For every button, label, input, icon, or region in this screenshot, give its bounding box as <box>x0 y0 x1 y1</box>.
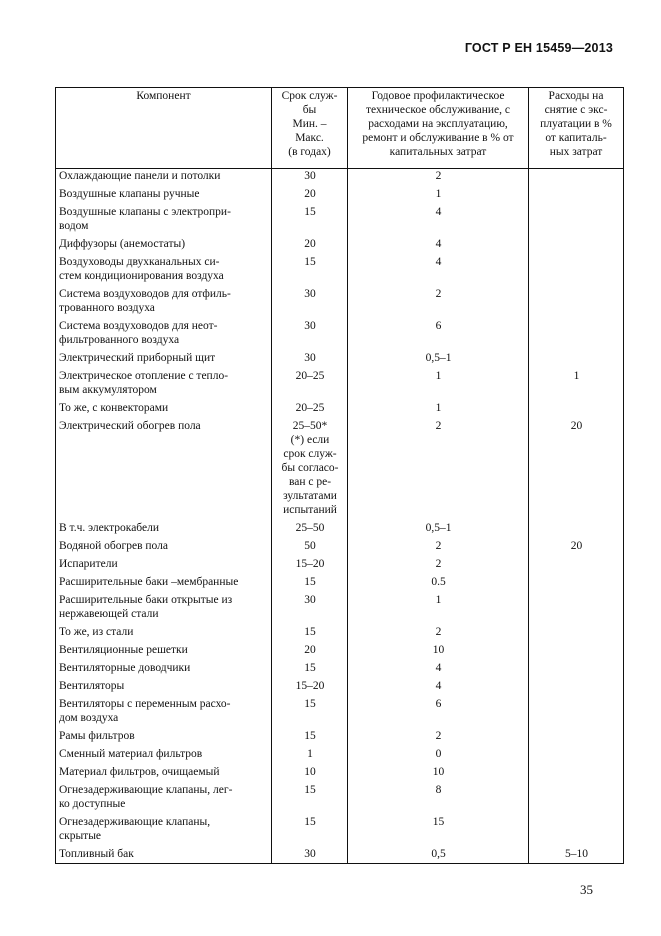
cell-lifetime: 1 <box>272 745 348 763</box>
cell-component: Вентиляторные доводчики <box>56 659 272 677</box>
cell-lifetime: 15 <box>272 573 348 591</box>
cell-lifetime: 20 <box>272 185 348 203</box>
table-row <box>56 399 624 417</box>
cell-maintenance: 6 <box>348 317 529 349</box>
cell-component: Система воздуховодов для отфиль- трованного воздуха <box>56 285 272 317</box>
cell-component: Воздуховоды двухканальных си- стем кондиционирования воздуха <box>56 253 272 285</box>
cell-maintenance: 0.5 <box>348 573 529 591</box>
table-row <box>56 169 624 186</box>
cell-removal <box>529 253 624 285</box>
cell-removal <box>529 555 624 573</box>
cell-component: Электрический приборный щит <box>56 349 272 367</box>
cell-lifetime: 20 <box>272 641 348 659</box>
cell-removal <box>529 695 624 727</box>
cell-component: То же, с конвекторами <box>56 399 272 417</box>
cell-removal <box>529 659 624 677</box>
cell-maintenance: 2 <box>348 285 529 317</box>
table-header-row <box>56 88 624 169</box>
cell-lifetime: 15 <box>272 695 348 727</box>
cell-component: Электрическое отопление с тепло- вым аккумулятором <box>56 367 272 399</box>
cell-lifetime: 25–50 <box>272 519 348 537</box>
cell-removal <box>529 763 624 781</box>
cell-removal <box>529 677 624 695</box>
cell-maintenance: 8 <box>348 781 529 813</box>
cell-lifetime: 30 <box>272 591 348 623</box>
column-header-component: Компонент <box>56 88 272 169</box>
table-row <box>56 781 624 813</box>
cell-component: В т.ч. электрокабели <box>56 519 272 537</box>
column-header-lifetime: Срок служ- бы Мин. – Макс. (в годах) <box>272 88 348 169</box>
column-header-maintenance: Годовое профилактическое техническое обслуживание, с расходами на эксплуатацию, ремонт и обслуживание в % от капитальных затрат <box>348 88 529 169</box>
cell-lifetime: 15 <box>272 659 348 677</box>
cell-component: Топливный бак <box>56 845 272 864</box>
table-row <box>56 203 624 235</box>
cell-removal <box>529 203 624 235</box>
cell-component: Расширительные баки –мембранные <box>56 573 272 591</box>
cell-removal <box>529 573 624 591</box>
table-row <box>56 253 624 285</box>
cell-component: Испарители <box>56 555 272 573</box>
cell-maintenance: 1 <box>348 367 529 399</box>
table-row <box>56 573 624 591</box>
cell-maintenance: 2 <box>348 727 529 745</box>
cell-lifetime: 15 <box>272 253 348 285</box>
cell-lifetime: 15 <box>272 781 348 813</box>
cell-lifetime: 50 <box>272 537 348 555</box>
cell-removal <box>529 349 624 367</box>
table-row <box>56 745 624 763</box>
table-row <box>56 623 624 641</box>
cell-maintenance: 1 <box>348 185 529 203</box>
cell-maintenance: 0,5–1 <box>348 349 529 367</box>
cell-removal <box>529 285 624 317</box>
table-row <box>56 813 624 845</box>
cell-maintenance: 2 <box>348 555 529 573</box>
cell-component: Вентиляционные решетки <box>56 641 272 659</box>
page-number: 35 <box>580 882 593 897</box>
cell-maintenance: 2 <box>348 623 529 641</box>
cell-removal <box>529 169 624 186</box>
table-row <box>56 555 624 573</box>
cell-maintenance: 2 <box>348 417 529 519</box>
table-row <box>56 695 624 727</box>
table-row <box>56 537 624 555</box>
column-header-removal: Расходы на снятие с экс- плуатации в % от капиталь- ных затрат <box>529 88 624 169</box>
cell-removal <box>529 781 624 813</box>
table-row <box>56 677 624 695</box>
cell-removal <box>529 185 624 203</box>
cell-lifetime: 30 <box>272 845 348 864</box>
table-row <box>56 519 624 537</box>
cell-lifetime: 10 <box>272 763 348 781</box>
cell-maintenance: 4 <box>348 677 529 695</box>
table-row <box>56 367 624 399</box>
cell-removal <box>529 641 624 659</box>
cell-removal <box>529 317 624 349</box>
cell-removal <box>529 519 624 537</box>
cell-lifetime: 30 <box>272 317 348 349</box>
cell-lifetime: 15 <box>272 813 348 845</box>
cell-component: Водяной обогрев пола <box>56 537 272 555</box>
cell-lifetime: 30 <box>272 169 348 186</box>
cell-lifetime: 15–20 <box>272 677 348 695</box>
cell-component: Электрический обогрев пола <box>56 417 272 519</box>
cell-lifetime: 15–20 <box>272 555 348 573</box>
table-body <box>56 169 624 864</box>
cell-component: Диффузоры (анемостаты) <box>56 235 272 253</box>
table-row <box>56 349 624 367</box>
cell-component: Расширительные баки открытые из нержавеющей стали <box>56 591 272 623</box>
cell-lifetime: 25–50* (*) если срок служ- бы согласо- ван с ре- зультатами испытаний <box>272 417 348 519</box>
cell-removal: 20 <box>529 537 624 555</box>
cell-maintenance: 4 <box>348 235 529 253</box>
cell-component: Система воздуховодов для неот- фильтрованного воздуха <box>56 317 272 349</box>
cell-lifetime: 30 <box>272 349 348 367</box>
cell-maintenance: 4 <box>348 203 529 235</box>
cell-maintenance: 4 <box>348 253 529 285</box>
cell-lifetime: 15 <box>272 623 348 641</box>
cell-maintenance: 1 <box>348 399 529 417</box>
cell-removal <box>529 745 624 763</box>
cell-component: Вентиляторы с переменным расхо- дом воздуха <box>56 695 272 727</box>
cell-maintenance: 4 <box>348 659 529 677</box>
cell-maintenance: 0 <box>348 745 529 763</box>
table-row <box>56 659 624 677</box>
cell-component: Вентиляторы <box>56 677 272 695</box>
cell-maintenance: 2 <box>348 537 529 555</box>
cell-component: Охлаждающие панели и потолки <box>56 169 272 186</box>
table-row <box>56 317 624 349</box>
table-row <box>56 641 624 659</box>
table-row <box>56 763 624 781</box>
cell-removal <box>529 591 624 623</box>
cell-lifetime: 30 <box>272 285 348 317</box>
cell-component: Огнезадерживающие клапаны, скрытые <box>56 813 272 845</box>
standard-designation: ГОСТ Р ЕН 15459—2013 <box>464 41 613 55</box>
cell-lifetime: 20–25 <box>272 367 348 399</box>
table-row <box>56 417 624 519</box>
cell-removal <box>529 623 624 641</box>
cell-component: Воздушные клапаны с электропри- водом <box>56 203 272 235</box>
cell-maintenance: 1 <box>348 591 529 623</box>
cell-component: То же, из стали <box>56 623 272 641</box>
table-row <box>56 285 624 317</box>
table-row <box>56 727 624 745</box>
cell-component: Рамы фильтров <box>56 727 272 745</box>
cell-maintenance: 6 <box>348 695 529 727</box>
cell-maintenance: 2 <box>348 169 529 186</box>
cell-maintenance: 15 <box>348 813 529 845</box>
cell-lifetime: 15 <box>272 203 348 235</box>
cell-component: Сменный материал фильтров <box>56 745 272 763</box>
cell-maintenance: 10 <box>348 641 529 659</box>
table-row <box>56 235 624 253</box>
table-row <box>56 185 624 203</box>
cell-removal: 5–10 <box>529 845 624 864</box>
cell-removal <box>529 727 624 745</box>
cell-removal <box>529 399 624 417</box>
cell-lifetime: 20 <box>272 235 348 253</box>
cell-removal <box>529 235 624 253</box>
cell-component: Огнезадерживающие клапаны, лег- ко доступные <box>56 781 272 813</box>
cell-removal: 20 <box>529 417 624 519</box>
cell-maintenance: 0,5 <box>348 845 529 864</box>
table-row <box>56 591 624 623</box>
table-row <box>56 845 624 864</box>
cell-maintenance: 0,5–1 <box>348 519 529 537</box>
components-table <box>55 87 624 864</box>
cell-removal: 1 <box>529 367 624 399</box>
cell-removal <box>529 813 624 845</box>
cell-lifetime: 15 <box>272 727 348 745</box>
cell-component: Материал фильтров, очищаемый <box>56 763 272 781</box>
cell-maintenance: 10 <box>348 763 529 781</box>
cell-component: Воздушные клапаны ручные <box>56 185 272 203</box>
cell-lifetime: 20–25 <box>272 399 348 417</box>
